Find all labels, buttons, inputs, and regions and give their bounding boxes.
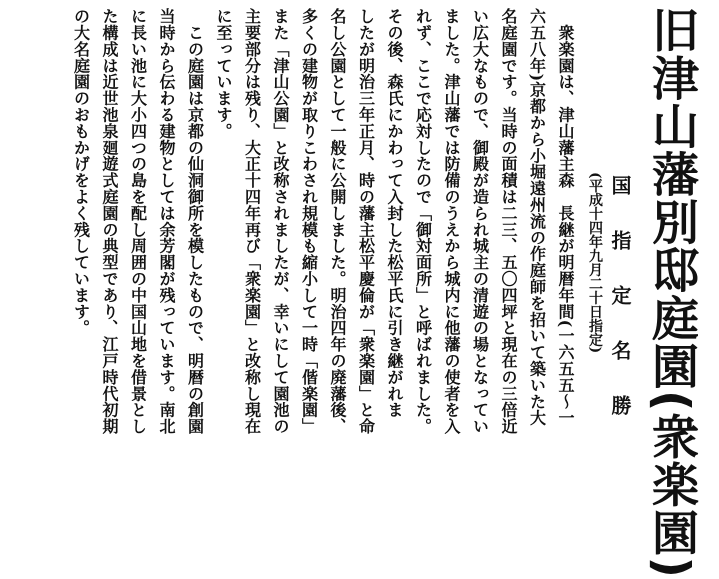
text-line: た構成は近世池泉廻遊式庭園の典型であり、江戸時代初期 bbox=[100, 8, 119, 435]
text-line: ました。津山藩では防備のうえから城内に他藩の使者を入 bbox=[442, 8, 461, 435]
text-line: に至っています。 bbox=[214, 8, 233, 140]
text-line: 当時から伝わる建物としては余芳閣が残っています。南北 bbox=[157, 8, 176, 435]
description-body bbox=[66, 8, 579, 433]
text-line: したが明治三年正月、時の藩主松平慶倫が「衆楽園」と命 bbox=[356, 8, 376, 435]
text-line: に長い池に大小四つの島を配し周囲の中国山地を借景とし bbox=[128, 8, 148, 435]
text-line: また「津山公園」と改称されましたが、幸いにして園池の bbox=[271, 8, 290, 435]
paragraph-garden bbox=[66, 8, 209, 433]
text-line: 多くの建物が取りこわされ規模も縮小して一時「偕楽園」 bbox=[299, 8, 319, 435]
text-line: い広大なもので、御殿が造られ城主の清遊の場となってい bbox=[470, 8, 490, 435]
text-line: の大名庭園のおもかげをよく残しています。 bbox=[71, 8, 91, 336]
text-line: 主要部分は残り、大正十四年再び「衆楽園」と改称し現在 bbox=[242, 8, 262, 435]
paragraph-history bbox=[209, 8, 580, 433]
text-line: 名庭園です。当時の面積は二三、五〇四坪と現在の三倍近 bbox=[499, 8, 518, 435]
text-line: れず、ここで応対したので「御対面所」と呼ばれました。 bbox=[413, 8, 433, 435]
text-line: 名し公園として一般に公開しました。明治四年の廃藩後、 bbox=[328, 8, 347, 435]
text-line: 衆楽園は、津山藩主森 長継が明暦年間(一六五五～一 bbox=[556, 8, 575, 426]
text-line: 六五八年)京都から小堀遠州流の作庭師を招いて築いた大 bbox=[527, 8, 547, 426]
designation-label: 国 指 定 名 勝 bbox=[608, 175, 632, 429]
text-line: この庭園は京都の仙洞御所を模したもので、明暦の創園 bbox=[185, 8, 205, 435]
designation-date: (平成十四年九月二十日指定) bbox=[587, 172, 603, 354]
page-title: 旧津山藩別邸庭園(衆楽園) bbox=[644, 6, 699, 579]
text-line: その後、森氏にかわって入封した松平氏に引き継がれま bbox=[385, 8, 404, 418]
